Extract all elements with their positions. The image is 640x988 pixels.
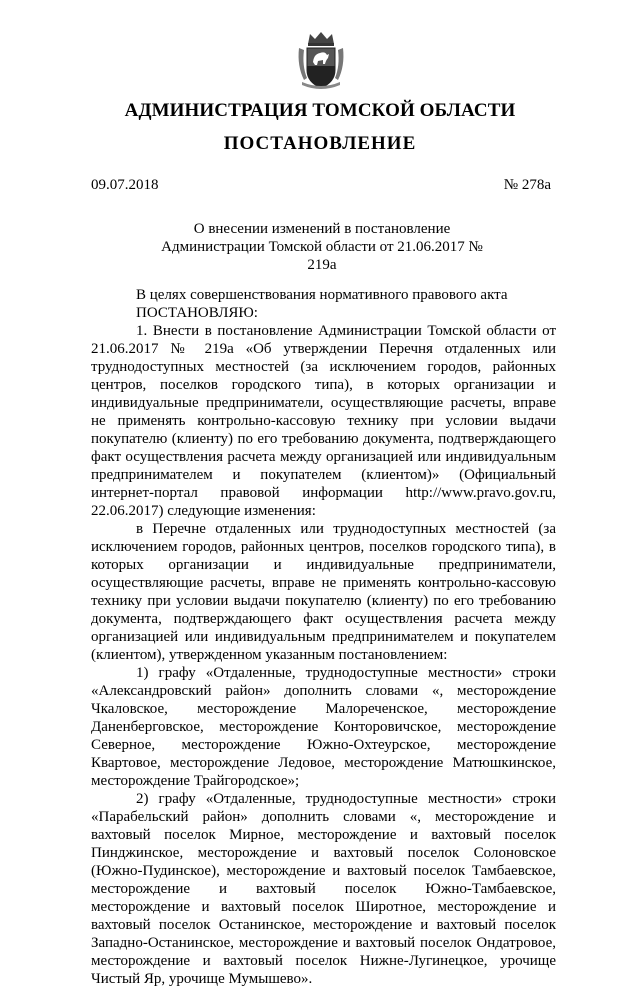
paragraph-2: в Перечне отдаленных или труднодоступных местностей (за исключением городов, районных центров, поселков городского типа), в которых организации и индивидуальные предприниматели, осуществляющие расчеты, вправе не применять контрольно-кассовую технику при условии выдачи покупателю (клиенту) по его требованию документа, подтверждающего факт осуществления расчета между организацией или индивидуальным предпринимателем и покупателем (клиентом), утвержденном указанным постановлением: — [91, 521, 556, 663]
document-date: 09.07.2018 — [91, 177, 159, 193]
document-body — [91, 286, 556, 988]
decree-word: ПОСТАНОВЛЯЮ: — [136, 305, 258, 321]
document-number: № 278а — [503, 177, 551, 193]
document-subject: О внесении изменений в постановление Администрации Томской области от 21.06.2017 № 219а — [161, 221, 483, 273]
coat-of-arms-icon — [296, 30, 346, 92]
intro-paragraph: В целях совершенствования нормативного правового акта — [136, 287, 508, 303]
paragraph-4: 2) графу «Отдаленные, труднодоступные местности» строки «Парабельский район» дополнить словами «, месторождение и вахтовый поселок Мирное, месторождение и вахтовый поселок Пинджинское, месторождение и вахтовый поселок Солоновское (Южно-Пудинское), месторождение и вахтовый поселок Тамбаевское, месторождение и вахтовый поселок Южно-Тамбаевское, месторождение и вахтовый поселок Широтное, месторождение и вахтовый поселок Останинское, месторождение и вахтовый поселок Западно-Останинское, месторождение и вахтовый поселок Ондатровое, месторождение и вахтовый поселок Нижне-Лугинецкое, урочище Чистый Яр, урочище Мумышево». — [91, 791, 556, 987]
document-type: ПОСТАНОВЛЕНИЕ — [223, 133, 417, 154]
organization-title: АДМИНИСТРАЦИЯ ТОМСКОЙ ОБЛАСТИ — [124, 100, 516, 121]
paragraph-3: 1) графу «Отдаленные, труднодоступные местности» строки «Александровский район» дополнить словами «, месторождение Чкаловское, месторождение Малореченское, месторождение Даненберговское, месторождение Конторовичское, месторождение Северное, месторождение Южно-Охтеурское, месторождение Квартовое, месторождение Ледовое, месторождение Матюшкинское, месторождение Трайгородское»; — [91, 665, 556, 789]
paragraph-1: 1. Внести в постановление Администрации Томской области от 21.06.2017 № 219а «Об утверждении Перечня отдаленных или труднодоступных местностей (за исключением городов, районных центров, поселков городского типа), в которых организации и индивидуальные предприниматели, осуществляющие расчеты, вправе не применять контрольно-кассовую технику при условии выдачи покупателю (клиенту) по его требованию документа, подтверждающего факт осуществления расчета между организацией или индивидуальным предпринимателем и покупателем (клиентом)» (Официальный интернет-портал правовой информации http://www.pravo.gov.ru, 22.06.2017) следующие изменения: — [91, 323, 556, 519]
